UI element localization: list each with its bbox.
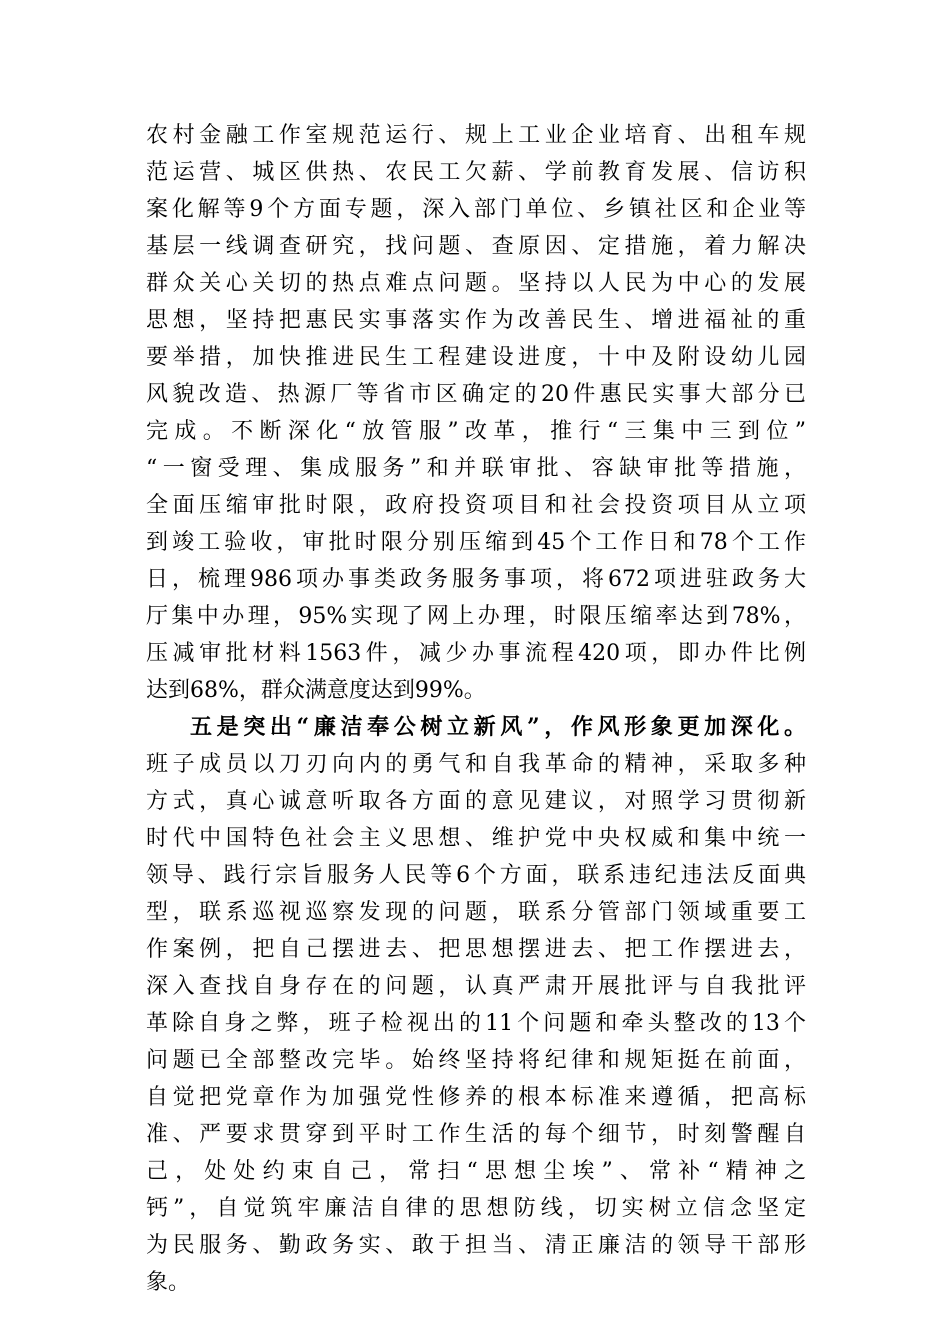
text-line: 基层一线调查研究，找问题、查原因、定措施，着力解决 <box>146 234 806 259</box>
text-line: 风貌改造、热源厂等省市区确定的20件惠民实事大部分已 <box>146 382 806 407</box>
text-line: 案化解等9个方面专题，深入部门单位、乡镇社区和企业等 <box>146 197 806 222</box>
text-line: 准、严要求贯穿到平时工作生活的每个细节，时刻警醒自 <box>146 1122 806 1147</box>
text-line: 为民服务、勤政务实、敢于担当、清正廉洁的领导干部形 <box>146 1233 806 1258</box>
text-line: 完成。不断深化“放管服”改革，推行“三集中三到位” <box>146 419 806 444</box>
text-line: 范运营、城区供热、农民工欠薪、学前教育发展、信访积 <box>146 160 806 185</box>
section-heading: 五是突出“廉洁奉公树立新风”，作风形象更加深化。 <box>190 714 806 740</box>
text-line: 型，联系巡视巡察发现的问题，联系分管部门领域重要工 <box>146 900 806 925</box>
text-line: 象。 <box>146 1270 191 1295</box>
paragraph-2 <box>146 709 806 1301</box>
text-line: “一窗受理、集成服务”和并联审批、容缺审批等措施， <box>146 456 806 481</box>
text-line: 全面压缩审批时限，政府投资项目和社会投资项目从立项 <box>146 493 806 518</box>
text-line: 作案例，把自己摆进去、把思想摆进去、把工作摆进去， <box>146 937 806 962</box>
text-line: 问题已全部整改完毕。始终坚持将纪律和规矩挺在前面， <box>146 1048 806 1073</box>
text-line: 群众关心关切的热点难点问题。坚持以人民为中心的发展 <box>146 271 806 296</box>
document-body <box>146 117 806 1301</box>
text-line: 压减审批材料1563件，减少办事流程420项，即办件比例 <box>146 641 806 666</box>
paragraph-1 <box>146 117 806 709</box>
text-line: 达到68%，群众满意度达到99%。 <box>146 678 486 703</box>
text-line: 农村金融工作室规范运行、规上工业企业培育、出租车规 <box>146 123 806 148</box>
text-line: 方式，真心诚意听取各方面的意见建议，对照学习贯彻新 <box>146 789 806 814</box>
text-line: 深入查找自身存在的问题，认真严肃开展批评与自我批评 <box>146 974 806 999</box>
text-line: 己，处处约束自己，常扫“思想尘埃”、常补“精神之 <box>146 1159 806 1184</box>
text-line: 钙”，自觉筑牢廉洁自律的思想防线，切实树立信念坚定 <box>146 1196 806 1221</box>
text-line: 到竣工验收，审批时限分别压缩到45个工作日和78个工作 <box>146 530 806 555</box>
text-line: 思想，坚持把惠民实事落实作为改善民生、增进福祉的重 <box>146 308 806 333</box>
text-line: 要举措，加快推进民生工程建设进度，十中及附设幼儿园 <box>146 345 806 370</box>
text-line: 班子成员以刀刃向内的勇气和自我革命的精神，采取多种 <box>146 752 806 777</box>
text-line: 厅集中办理，95%实现了网上办理，时限压缩率达到78%， <box>146 604 806 629</box>
text-line: 自觉把党章作为加强党性修养的根本标准来遵循，把高标 <box>146 1085 806 1110</box>
text-line: 日，梳理986项办事类政务服务事项，将672项进驻政务大 <box>146 567 806 592</box>
text-line: 领导、践行宗旨服务人民等6个方面，联系违纪违法反面典 <box>146 863 806 888</box>
text-line: 革除自身之弊，班子检视出的11个问题和牵头整改的13个 <box>146 1011 806 1036</box>
text-line: 时代中国特色社会主义思想、维护党中央权威和集中统一 <box>146 826 806 851</box>
